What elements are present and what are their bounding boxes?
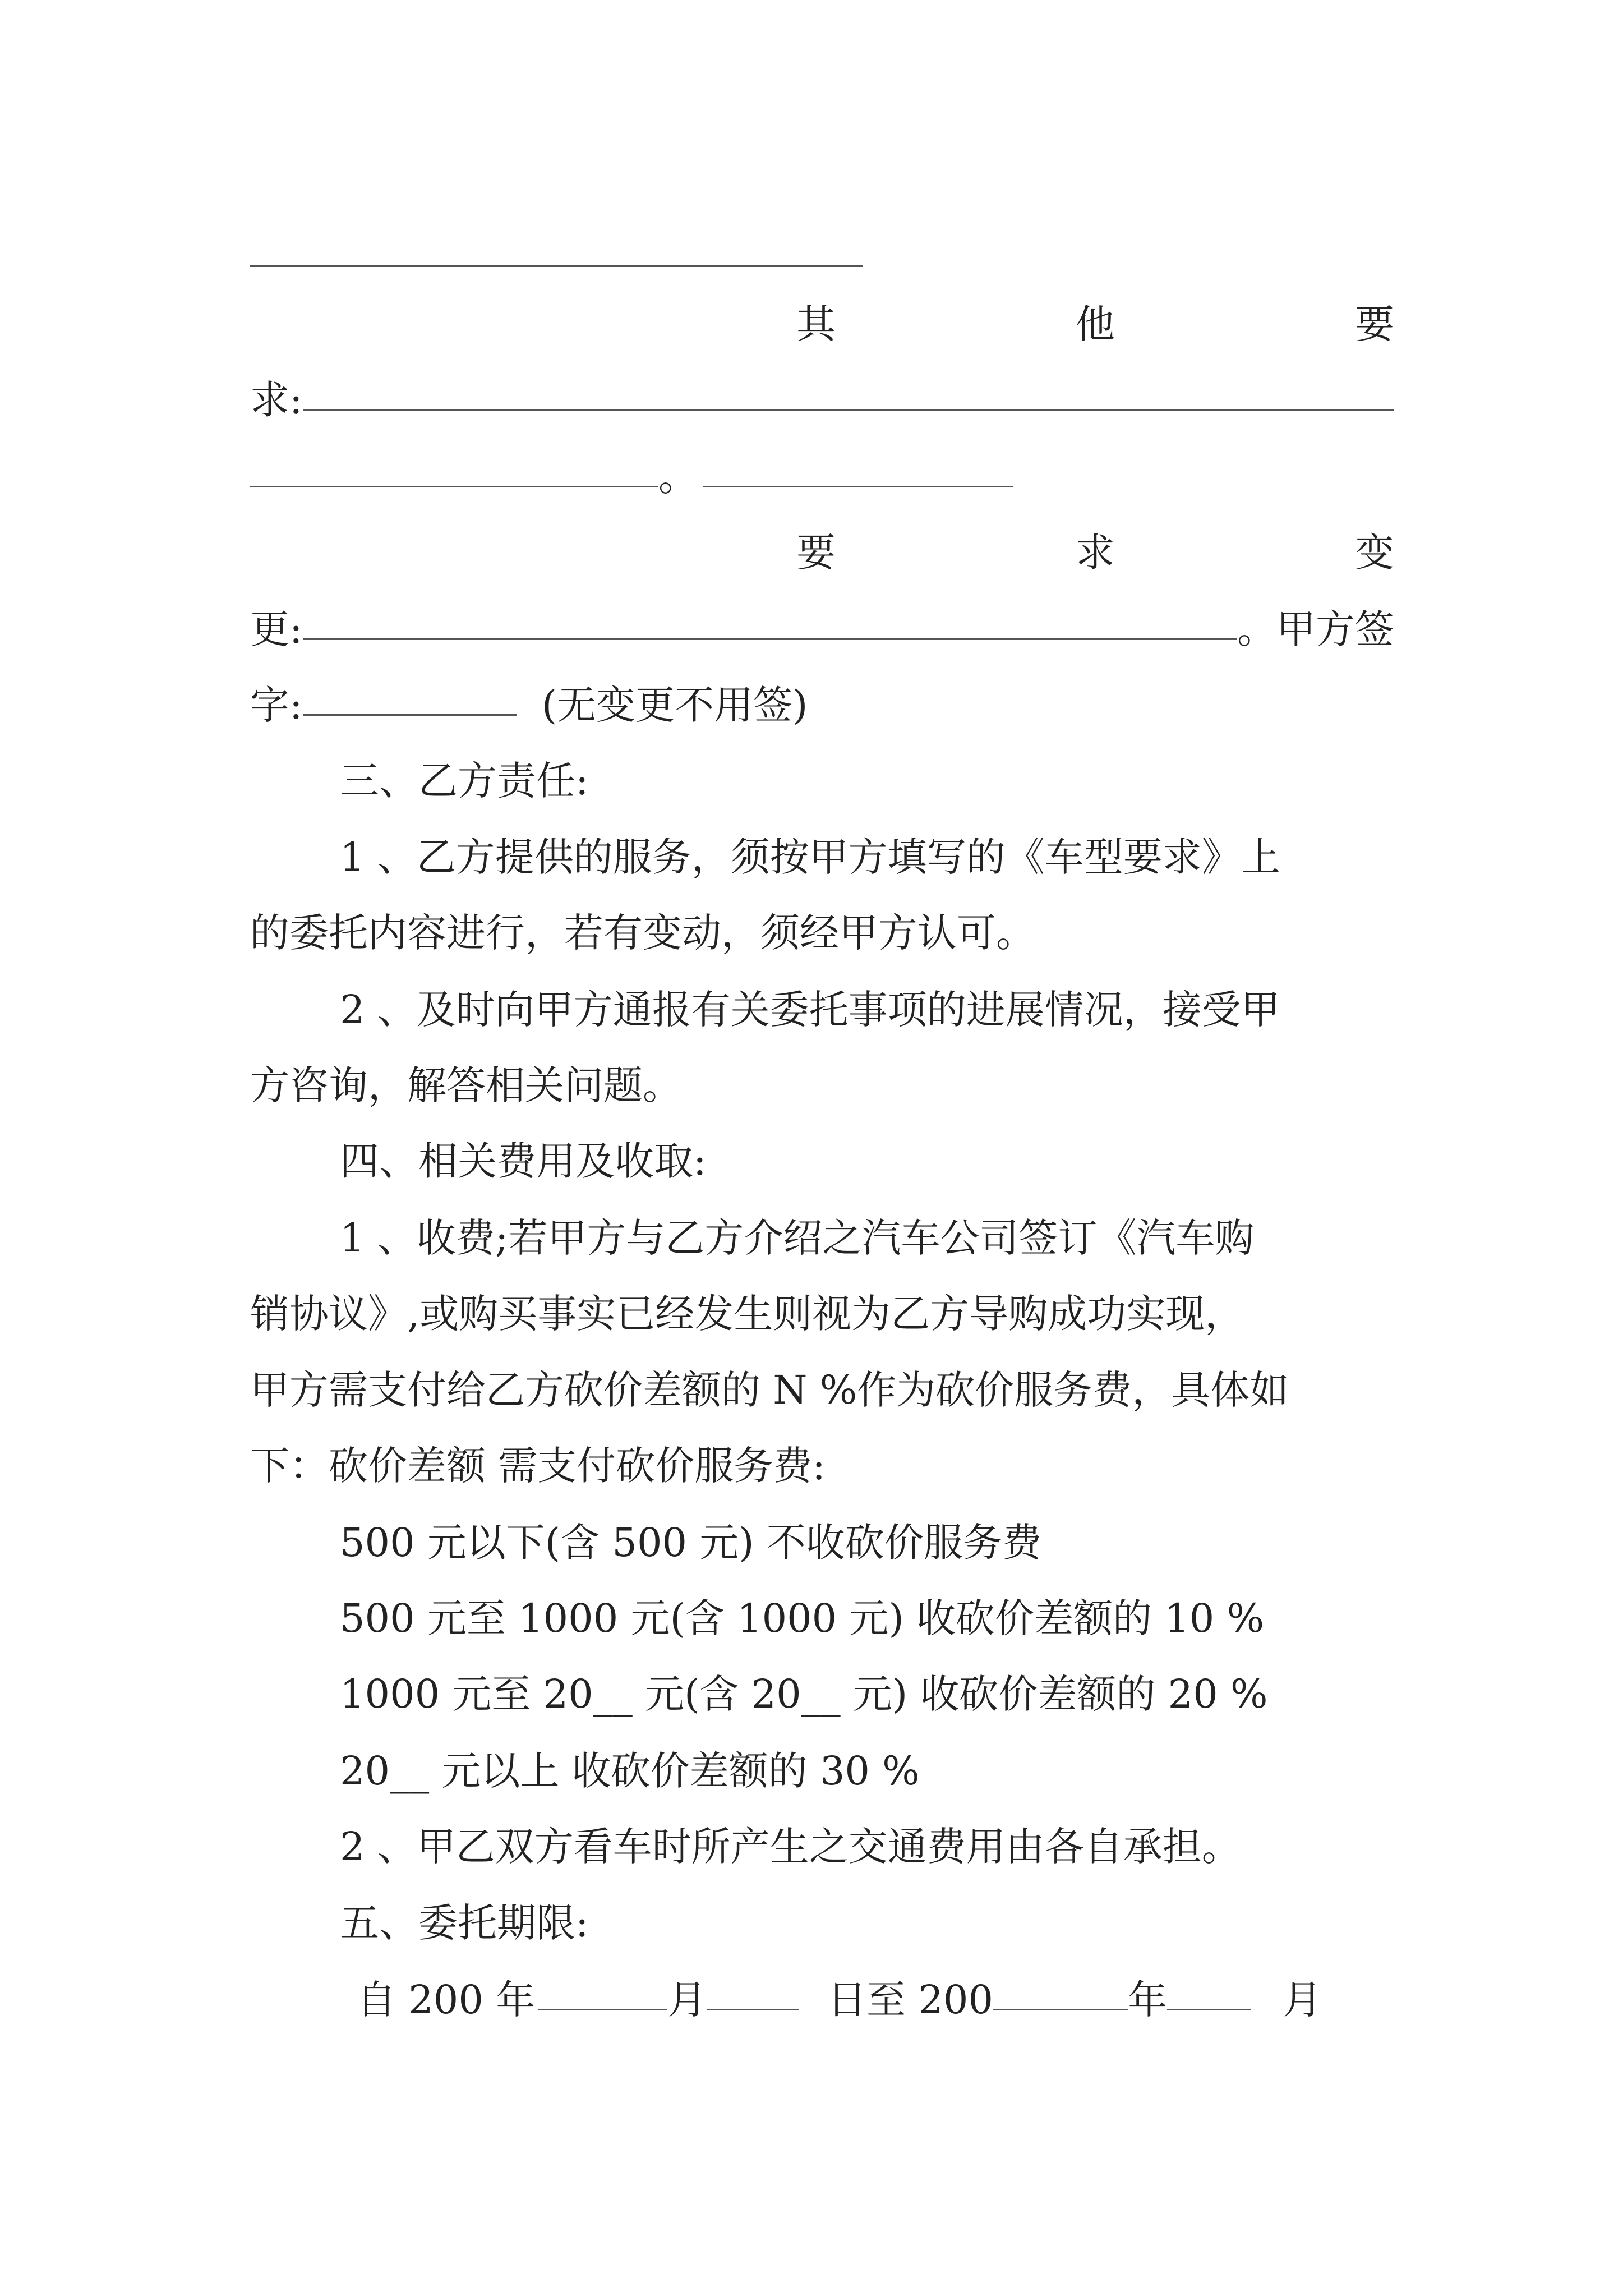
section-3-item-2-line-1: 2 、及时向甲方通报有关委托事项的进展情况，接受甲 <box>340 987 1280 1033</box>
section-3-item-2-line-2: 方咨询，解答相关问题。 <box>250 1062 682 1108</box>
section-3-heading: 三、乙方责任: <box>340 758 589 804</box>
section-5-heading: 五、委托期限: <box>340 1900 589 1946</box>
entrustment-period-row <box>357 1972 1394 2028</box>
section-3-item-1-line-2: 的委托内容进行，若有变动，须经甲方认可。 <box>250 910 1035 956</box>
other-req-label-end: 求: <box>250 377 303 423</box>
requirement-change-field-row <box>250 601 1394 657</box>
period-end-month-blank[interactable] <box>1167 1972 1251 2010</box>
requirement-change-label-row <box>796 524 1394 581</box>
req-change-char-2: 求 <box>1076 530 1115 576</box>
section-4-item-1-line-1: 1 、收费;若甲方与乙方介绍之汽车公司签订《汽车购 <box>340 1215 1255 1261</box>
party-a-signature-row <box>250 677 1394 733</box>
requirement-change-blank[interactable] <box>303 601 1237 640</box>
other-req-period: 。 <box>658 454 698 500</box>
party-a-signature-blank[interactable] <box>303 677 517 716</box>
other-requirements-blank[interactable] <box>303 372 1394 411</box>
sign-label: 字: <box>250 682 303 728</box>
other-req-char-1: 其 <box>796 301 836 347</box>
fee-row: 500 元至 1000 元(含 1000 元) 收砍价差额的 10 % <box>340 1595 1265 1641</box>
period-start-text: 自 200 年 <box>357 1977 536 2023</box>
period-month-2: 月 <box>1282 1977 1322 2023</box>
section-4-item-1-line-4: 下：砍价差额 需支付砍价服务费: <box>250 1443 826 1489</box>
period-start-month-blank[interactable] <box>538 1972 667 2010</box>
sign-note: (无变更不用签) <box>541 682 808 728</box>
other-req-char-2: 他 <box>1076 301 1115 347</box>
fee-row: 1000 元至 20__ 元(含 20__ 元) 收砍价差额的 20 % <box>340 1671 1268 1717</box>
other-requirements-field-row <box>250 372 1394 428</box>
section-4-heading: 四、相关费用及收取: <box>340 1138 707 1184</box>
period-start-day-blank[interactable] <box>707 1972 799 2010</box>
other-req-char-3: 要 <box>1355 301 1394 347</box>
period-month-1: 月 <box>667 1977 707 2023</box>
period-day-to: 日至 200 <box>827 1977 993 2023</box>
period-year-2: 年 <box>1127 1977 1167 2023</box>
req-change-tail: 。甲方签 <box>1237 606 1394 652</box>
fee-row: 20__ 元以上 收砍价差额的 30 % <box>340 1748 920 1794</box>
other-requirements-blank-2[interactable] <box>250 449 658 487</box>
period-end-year-blank[interactable] <box>993 1972 1128 2010</box>
fee-row: 500 元以下(含 500 元) 不收砍价服务费 <box>340 1520 1041 1566</box>
req-change-label-end: 更: <box>250 606 303 652</box>
other-requirements-continuation-row <box>250 449 1394 505</box>
req-change-char-3: 变 <box>1355 530 1394 576</box>
req-change-char-1: 要 <box>796 530 836 576</box>
top-blank-line <box>250 265 863 267</box>
other-requirements-blank-3[interactable] <box>703 449 1013 487</box>
section-4-item-2: 2 、甲乙双方看车时所产生之交通费用由各自承担。 <box>340 1824 1241 1870</box>
section-4-item-1-line-2: 销协议》,或购买事实已经发生则视为乙方导购成功实现， <box>250 1291 1244 1337</box>
section-4-item-1-line-3: 甲方需支付给乙方砍价差额的 N %作为砍价服务费，具体如 <box>250 1367 1289 1413</box>
section-3-item-1-line-1: 1 、乙方提供的服务，须按甲方填写的《车型要求》上 <box>340 834 1280 880</box>
other-requirements-label-row <box>796 296 1394 352</box>
